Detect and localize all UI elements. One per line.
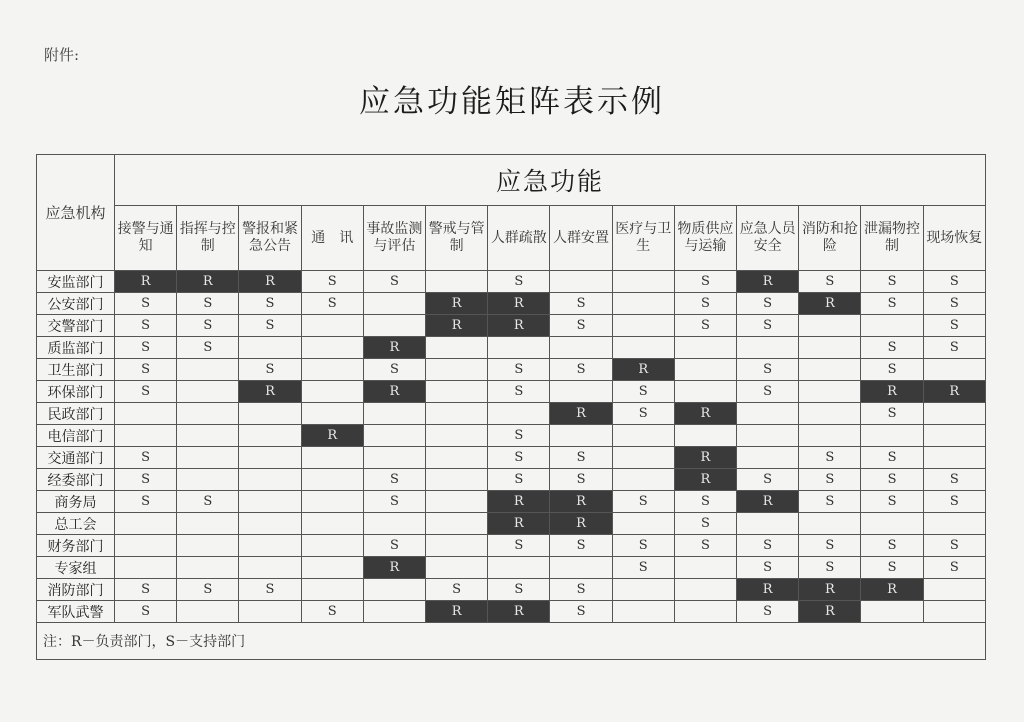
responsible-cell: R <box>239 381 301 403</box>
responsible-cell: R <box>799 293 861 315</box>
function-header-label: 现场恢复 <box>926 229 983 246</box>
table-row <box>37 315 986 337</box>
responsible-cell: R <box>363 557 425 579</box>
empty-cell <box>612 293 674 315</box>
empty-cell <box>861 601 923 623</box>
empty-cell <box>426 359 488 381</box>
empty-cell <box>674 381 736 403</box>
function-header-label: 消防和抢险 <box>801 221 858 254</box>
empty-cell <box>115 535 177 557</box>
organization-name: 财务部门 <box>37 535 115 557</box>
empty-cell <box>737 337 799 359</box>
empty-cell <box>177 469 239 491</box>
empty-cell <box>177 403 239 425</box>
empty-cell <box>301 403 363 425</box>
organization-name: 民政部门 <box>37 403 115 425</box>
support-cell: S <box>239 293 301 315</box>
support-cell: S <box>861 469 923 491</box>
empty-cell <box>177 381 239 403</box>
support-cell: S <box>674 513 736 535</box>
responsible-cell: R <box>861 381 923 403</box>
support-cell: S <box>177 491 239 513</box>
support-cell: S <box>799 491 861 513</box>
matrix-note-row <box>37 623 986 660</box>
empty-cell <box>301 381 363 403</box>
function-header-label: 应急人员安全 <box>739 221 796 254</box>
empty-cell <box>177 535 239 557</box>
support-cell: S <box>115 293 177 315</box>
support-cell: S <box>737 359 799 381</box>
support-cell: S <box>550 579 612 601</box>
support-cell: S <box>115 447 177 469</box>
function-header-row <box>37 206 986 271</box>
support-cell: S <box>115 601 177 623</box>
empty-cell <box>612 271 674 293</box>
support-cell: S <box>923 271 985 293</box>
empty-cell <box>177 601 239 623</box>
support-cell: S <box>799 535 861 557</box>
support-cell: S <box>923 535 985 557</box>
responsible-cell: R <box>550 403 612 425</box>
support-cell: S <box>799 557 861 579</box>
function-header-label: 人群疏散 <box>490 229 547 246</box>
empty-cell <box>799 337 861 359</box>
responsible-cell: R <box>488 293 550 315</box>
empty-cell <box>799 425 861 447</box>
support-cell: S <box>488 271 550 293</box>
support-cell: S <box>115 491 177 513</box>
empty-cell <box>426 381 488 403</box>
support-cell: S <box>177 337 239 359</box>
empty-cell <box>923 425 985 447</box>
support-cell: S <box>363 271 425 293</box>
empty-cell <box>488 337 550 359</box>
support-cell: S <box>426 579 488 601</box>
support-cell: S <box>737 557 799 579</box>
function-header-label: 医疗与卫生 <box>615 221 672 254</box>
function-header <box>799 206 861 271</box>
responsible-cell: R <box>612 359 674 381</box>
support-cell: S <box>861 403 923 425</box>
empty-cell <box>301 447 363 469</box>
empty-cell <box>363 579 425 601</box>
empty-cell <box>239 601 301 623</box>
empty-cell <box>488 403 550 425</box>
empty-cell <box>674 601 736 623</box>
support-cell: S <box>550 447 612 469</box>
function-header <box>301 206 363 271</box>
matrix-legend-note: 注：R－负责部门，S－支持部门 <box>37 623 986 660</box>
organization-name: 消防部门 <box>37 579 115 601</box>
organization-name: 交通部门 <box>37 447 115 469</box>
empty-cell <box>612 601 674 623</box>
empty-cell <box>923 447 985 469</box>
function-header <box>426 206 488 271</box>
empty-cell <box>861 513 923 535</box>
empty-cell <box>177 359 239 381</box>
empty-cell <box>426 469 488 491</box>
responsible-cell: R <box>737 579 799 601</box>
empty-cell <box>239 447 301 469</box>
empty-cell <box>799 513 861 535</box>
support-cell: S <box>737 535 799 557</box>
empty-cell <box>239 337 301 359</box>
support-cell: S <box>799 271 861 293</box>
support-cell: S <box>674 491 736 513</box>
table-row <box>37 491 986 513</box>
function-header <box>737 206 799 271</box>
empty-cell <box>737 403 799 425</box>
function-header-label: 警戒与管制 <box>428 221 485 254</box>
organization-name: 安监部门 <box>37 271 115 293</box>
support-cell: S <box>861 535 923 557</box>
support-cell: S <box>674 535 736 557</box>
function-header-label: 通 讯 <box>311 229 354 246</box>
support-cell: S <box>674 271 736 293</box>
support-cell: S <box>923 469 985 491</box>
empty-cell <box>363 425 425 447</box>
function-header <box>177 206 239 271</box>
support-cell: S <box>115 315 177 337</box>
empty-cell <box>426 403 488 425</box>
support-cell: S <box>861 557 923 579</box>
empty-cell <box>488 557 550 579</box>
empty-cell <box>923 403 985 425</box>
support-cell: S <box>239 579 301 601</box>
empty-cell <box>426 447 488 469</box>
function-header <box>861 206 923 271</box>
organization-name: 电信部门 <box>37 425 115 447</box>
table-row <box>37 579 986 601</box>
support-cell: S <box>550 293 612 315</box>
support-cell: S <box>115 359 177 381</box>
support-cell: S <box>488 469 550 491</box>
empty-cell <box>737 447 799 469</box>
table-row <box>37 535 986 557</box>
responsible-cell: R <box>799 601 861 623</box>
empty-cell <box>115 425 177 447</box>
responsible-cell: R <box>177 271 239 293</box>
support-cell: S <box>363 535 425 557</box>
support-cell: S <box>923 293 985 315</box>
empty-cell <box>239 425 301 447</box>
responsible-cell: R <box>426 315 488 337</box>
empty-cell <box>363 403 425 425</box>
organization-name: 交警部门 <box>37 315 115 337</box>
support-cell: S <box>799 447 861 469</box>
support-cell: S <box>737 381 799 403</box>
support-cell: S <box>115 337 177 359</box>
support-cell: S <box>115 469 177 491</box>
responsible-cell: R <box>426 601 488 623</box>
empty-cell <box>239 513 301 535</box>
empty-cell <box>239 491 301 513</box>
support-cell: S <box>550 535 612 557</box>
empty-cell <box>426 535 488 557</box>
organization-name: 经委部门 <box>37 469 115 491</box>
empty-cell <box>177 447 239 469</box>
empty-cell <box>363 315 425 337</box>
responsible-cell: R <box>799 579 861 601</box>
responsible-cell: R <box>674 403 736 425</box>
empty-cell <box>612 337 674 359</box>
support-cell: S <box>737 293 799 315</box>
empty-cell <box>923 579 985 601</box>
responsible-cell: R <box>363 381 425 403</box>
support-cell: S <box>550 359 612 381</box>
function-header <box>923 206 985 271</box>
empty-cell <box>301 535 363 557</box>
support-cell: S <box>177 293 239 315</box>
support-cell: S <box>488 359 550 381</box>
table-row <box>37 271 986 293</box>
function-header-label: 泄漏物控制 <box>864 221 921 254</box>
support-cell: S <box>177 579 239 601</box>
empty-cell <box>115 513 177 535</box>
empty-cell <box>301 469 363 491</box>
support-cell: S <box>363 359 425 381</box>
responsible-cell: R <box>488 513 550 535</box>
empty-cell <box>799 381 861 403</box>
function-header-label: 接警与通知 <box>117 221 174 254</box>
responsible-cell: R <box>674 469 736 491</box>
organization-name: 军队武警 <box>37 601 115 623</box>
support-cell: S <box>612 381 674 403</box>
empty-cell <box>923 359 985 381</box>
empty-cell <box>923 601 985 623</box>
empty-cell <box>115 403 177 425</box>
support-cell: S <box>363 469 425 491</box>
empty-cell <box>426 337 488 359</box>
function-header <box>550 206 612 271</box>
empty-cell <box>301 337 363 359</box>
support-cell: S <box>799 469 861 491</box>
support-cell: S <box>301 271 363 293</box>
responsible-cell: R <box>301 425 363 447</box>
empty-cell <box>737 513 799 535</box>
empty-cell <box>363 601 425 623</box>
support-cell: S <box>923 337 985 359</box>
support-cell: S <box>488 381 550 403</box>
empty-cell <box>177 557 239 579</box>
empty-cell <box>612 513 674 535</box>
emergency-function-matrix <box>36 154 986 660</box>
table-row <box>37 403 986 425</box>
empty-cell <box>363 447 425 469</box>
responsible-cell: R <box>115 271 177 293</box>
responsible-cell: R <box>488 491 550 513</box>
document-title: 应急功能矩阵表示例 <box>359 84 665 120</box>
responsible-cell: R <box>488 315 550 337</box>
organization-name: 卫生部门 <box>37 359 115 381</box>
empty-cell <box>674 337 736 359</box>
empty-cell <box>612 579 674 601</box>
empty-cell <box>301 557 363 579</box>
function-header <box>115 206 177 271</box>
support-cell: S <box>115 381 177 403</box>
responsible-cell: R <box>737 271 799 293</box>
support-cell: S <box>115 579 177 601</box>
support-cell: S <box>612 557 674 579</box>
responsible-cell: R <box>488 601 550 623</box>
empty-cell <box>301 315 363 337</box>
function-header-label: 指挥与控制 <box>179 221 236 254</box>
function-header <box>363 206 425 271</box>
support-cell: S <box>861 447 923 469</box>
matrix-body <box>37 271 986 623</box>
empty-cell <box>426 425 488 447</box>
empty-cell <box>612 447 674 469</box>
matrix-group-header-row <box>37 155 986 206</box>
responsible-cell: R <box>363 337 425 359</box>
support-cell: S <box>737 469 799 491</box>
empty-cell <box>426 557 488 579</box>
function-header <box>674 206 736 271</box>
support-cell: S <box>488 425 550 447</box>
empty-cell <box>550 271 612 293</box>
empty-cell <box>301 359 363 381</box>
support-cell: S <box>861 271 923 293</box>
support-cell: S <box>674 293 736 315</box>
support-cell: S <box>674 315 736 337</box>
support-cell: S <box>177 315 239 337</box>
responsible-cell: R <box>674 447 736 469</box>
empty-cell <box>301 513 363 535</box>
empty-cell <box>799 403 861 425</box>
empty-cell <box>239 557 301 579</box>
support-cell: S <box>488 535 550 557</box>
responsible-cell: R <box>737 491 799 513</box>
empty-cell <box>426 491 488 513</box>
function-header <box>612 206 674 271</box>
table-row <box>37 601 986 623</box>
support-cell: S <box>488 447 550 469</box>
support-cell: S <box>923 315 985 337</box>
table-row <box>37 469 986 491</box>
support-cell: S <box>550 469 612 491</box>
support-cell: S <box>612 535 674 557</box>
empty-cell <box>861 425 923 447</box>
organization-name: 质监部门 <box>37 337 115 359</box>
empty-cell <box>612 425 674 447</box>
empty-cell <box>674 425 736 447</box>
responsible-cell: R <box>550 513 612 535</box>
organization-name: 环保部门 <box>37 381 115 403</box>
empty-cell <box>239 469 301 491</box>
empty-cell <box>301 579 363 601</box>
table-row <box>37 425 986 447</box>
support-cell: S <box>861 337 923 359</box>
support-cell: S <box>861 359 923 381</box>
empty-cell <box>301 491 363 513</box>
function-header <box>488 206 550 271</box>
support-cell: S <box>612 491 674 513</box>
table-row <box>37 293 986 315</box>
table-row <box>37 359 986 381</box>
empty-cell <box>177 425 239 447</box>
empty-cell <box>550 557 612 579</box>
empty-cell <box>674 359 736 381</box>
support-cell: S <box>737 601 799 623</box>
empty-cell <box>612 315 674 337</box>
empty-cell <box>799 315 861 337</box>
support-cell: S <box>301 293 363 315</box>
table-row <box>37 513 986 535</box>
support-cell: S <box>488 579 550 601</box>
support-cell: S <box>550 601 612 623</box>
responsible-cell: R <box>861 579 923 601</box>
organization-name: 专家组 <box>37 557 115 579</box>
function-header-label: 事故监测与评估 <box>366 221 423 254</box>
support-cell: S <box>239 315 301 337</box>
attachment-label: 附件: <box>44 46 80 64</box>
empty-cell <box>426 513 488 535</box>
empty-cell <box>115 557 177 579</box>
empty-cell <box>550 337 612 359</box>
support-cell: S <box>550 315 612 337</box>
responsible-cell: R <box>923 381 985 403</box>
empty-cell <box>550 425 612 447</box>
responsible-cell: R <box>550 491 612 513</box>
empty-cell <box>426 271 488 293</box>
table-row <box>37 381 986 403</box>
matrix-corner-label: 应急机构 <box>37 155 115 271</box>
table-row <box>37 447 986 469</box>
support-cell: S <box>923 491 985 513</box>
empty-cell <box>923 513 985 535</box>
support-cell: S <box>612 403 674 425</box>
support-cell: S <box>737 315 799 337</box>
function-group-header: 应急功能 <box>115 155 986 206</box>
function-header-label: 警报和紧急公告 <box>242 221 298 254</box>
function-header-label: 人群安置 <box>553 229 610 246</box>
support-cell: S <box>861 491 923 513</box>
support-cell: S <box>239 359 301 381</box>
empty-cell <box>363 513 425 535</box>
empty-cell <box>674 557 736 579</box>
empty-cell <box>674 579 736 601</box>
empty-cell <box>550 381 612 403</box>
empty-cell <box>177 513 239 535</box>
table-row <box>37 557 986 579</box>
support-cell: S <box>301 601 363 623</box>
organization-name: 商务局 <box>37 491 115 513</box>
organization-name: 公安部门 <box>37 293 115 315</box>
support-cell: S <box>923 557 985 579</box>
table-row <box>37 337 986 359</box>
empty-cell <box>737 425 799 447</box>
empty-cell <box>239 403 301 425</box>
function-header <box>239 206 301 271</box>
function-header-label: 物质供应与运输 <box>677 221 734 254</box>
responsible-cell: R <box>239 271 301 293</box>
responsible-cell: R <box>426 293 488 315</box>
empty-cell <box>799 359 861 381</box>
empty-cell <box>612 469 674 491</box>
empty-cell <box>363 293 425 315</box>
empty-cell <box>861 315 923 337</box>
support-cell: S <box>861 293 923 315</box>
empty-cell <box>239 535 301 557</box>
organization-name: 总工会 <box>37 513 115 535</box>
support-cell: S <box>363 491 425 513</box>
